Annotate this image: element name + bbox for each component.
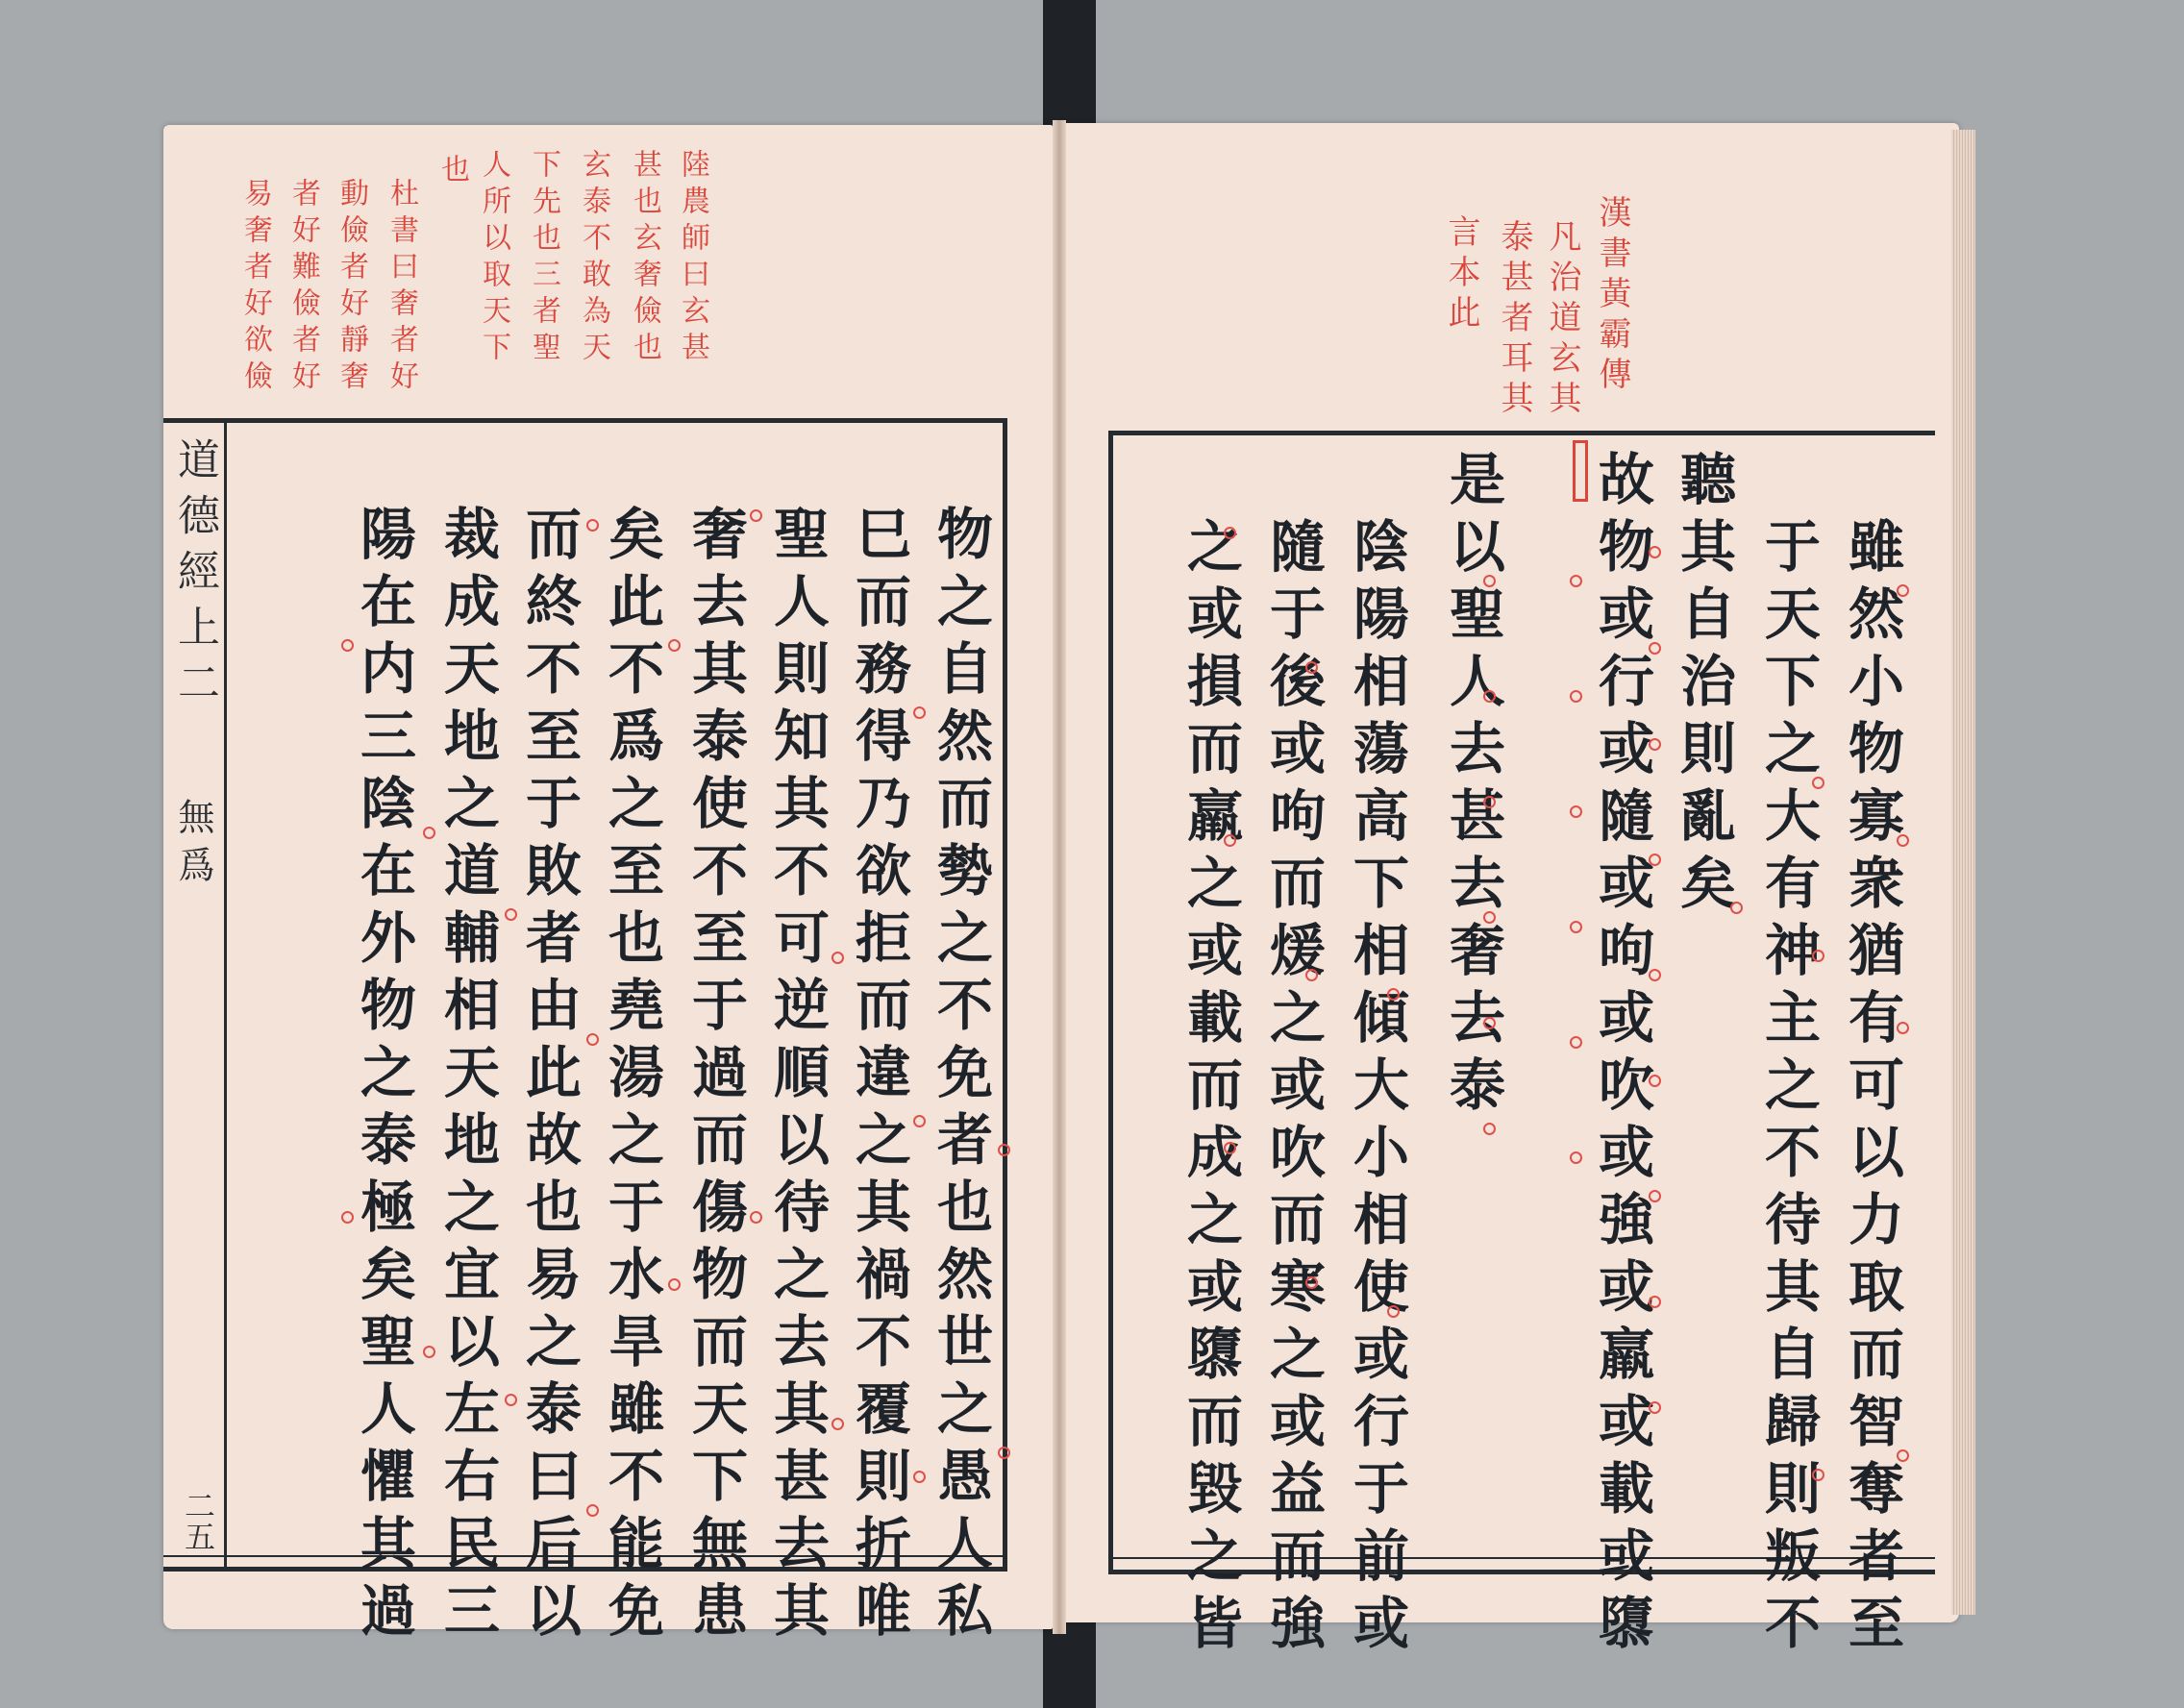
punctuation-mark (1812, 1469, 1824, 1481)
punctuation-mark (505, 908, 517, 921)
punctuation-mark (1387, 1305, 1400, 1318)
red-commentary-line: 泰甚者耳其 (1495, 219, 1533, 421)
punctuation-mark (1570, 1036, 1582, 1049)
punctuation-mark (341, 1211, 354, 1224)
main-text-column: 聽其自治則亂矣 (1671, 450, 1736, 921)
punctuation-mark (1483, 1123, 1496, 1135)
punctuation-mark (1224, 527, 1236, 539)
main-text-column: 故物或行或隨或呴或吹或強或羸或載或隳 (1589, 450, 1654, 1661)
punctuation-mark (1897, 1022, 1909, 1034)
punctuation-mark (1649, 854, 1661, 866)
red-commentary-line: 陸農師曰玄甚 (676, 149, 709, 368)
punctuation-mark (1649, 1190, 1661, 1202)
punctuation-mark (1305, 969, 1318, 981)
punctuation-mark (423, 827, 435, 839)
red-commentary-line: 人所以取天下 (477, 149, 510, 368)
punctuation-mark (998, 1144, 1010, 1156)
red-commentary-line: 下先也三者聖 (527, 149, 560, 368)
punctuation-mark (1649, 546, 1661, 558)
punctuation-mark (1730, 902, 1743, 914)
punctuation-mark (1812, 777, 1824, 789)
red-bracket-mark (1573, 440, 1588, 502)
margin-divider (224, 423, 227, 1567)
main-text-column: 雖然小物寡衆猶有可以力取而智奪者至 (1839, 517, 1904, 1661)
main-text-column: 是以聖人去甚去奢去泰 (1440, 450, 1505, 1123)
red-commentary-line: 動儉者好靜奢 (335, 178, 368, 397)
punctuation-mark (1570, 575, 1582, 587)
punctuation-mark (423, 1346, 435, 1358)
red-commentary-line: 漢書黃霸傳 (1593, 195, 1631, 397)
punctuation-mark (668, 1278, 681, 1291)
red-commentary-line: 也 (435, 154, 469, 190)
punctuation-mark (1483, 911, 1496, 924)
punctuation-mark (1897, 1449, 1909, 1462)
red-commentary-line: 易奢者好欲儉 (238, 178, 272, 397)
page-edges (1951, 130, 1975, 1615)
punctuation-mark (913, 1471, 926, 1483)
punctuation-mark (913, 706, 926, 719)
left-page (163, 125, 1053, 1648)
punctuation-mark (831, 952, 844, 964)
punctuation-mark (1649, 1075, 1661, 1087)
punctuation-mark (1387, 988, 1400, 1001)
main-text-column: 陰陽相蕩高下相傾大小相使或行于前或 (1344, 517, 1409, 1661)
punctuation-mark (750, 1211, 762, 1224)
punctuation-mark (505, 1394, 517, 1406)
main-text-column: 陽在内三陰在外物之泰極矣聖人懼其過 (351, 505, 416, 1648)
punctuation-mark (913, 1115, 926, 1127)
punctuation-mark (1224, 834, 1236, 847)
right-page (1060, 123, 1959, 1661)
punctuation-mark (1483, 575, 1496, 587)
red-commentary-line: 凡治道玄其 (1543, 219, 1581, 421)
margin-title: 道德經上二 (170, 437, 219, 716)
main-text-column: 聖人則知其不可逆順以待之去其甚去其 (764, 505, 830, 1648)
punctuation-mark (586, 519, 599, 532)
margin-chapter: 無爲 (172, 798, 214, 894)
punctuation-mark (1570, 805, 1582, 818)
main-text-column: 巳而務得乃欲拒而違之其禍不覆則折唯 (846, 505, 911, 1648)
folio-number: 二五 (180, 1490, 216, 1551)
red-commentary-line: 甚也玄奢儉也 (628, 149, 661, 368)
punctuation-mark (1897, 834, 1909, 847)
punctuation-mark (586, 1033, 599, 1046)
main-text-column: 矣此不爲之至也堯湯之于水旱雖不能免 (599, 505, 664, 1648)
main-text-column: 物之自然而勢之不免者也然世之愚人私 (928, 505, 993, 1648)
punctuation-mark (1649, 969, 1661, 981)
punctuation-mark (1305, 1276, 1318, 1289)
punctuation-mark (586, 1504, 599, 1517)
punctuation-mark (1570, 921, 1582, 933)
punctuation-mark (1649, 738, 1661, 751)
frame-top-rule (163, 418, 1007, 423)
red-commentary-line: 杜書曰奢者好 (385, 178, 418, 397)
punctuation-mark (1649, 642, 1661, 655)
punctuation-mark (1483, 1017, 1496, 1029)
main-text-column: 于天下之大有神主之不待其自歸則叛不 (1755, 517, 1821, 1661)
main-text-column: 奢去其泰使不至于過而傷物而天下無患 (682, 505, 748, 1648)
red-commentary-line: 者好難儉者好 (286, 178, 320, 397)
main-text-column: 而終不至于敗者由此故也易之泰曰后以 (516, 505, 582, 1648)
punctuation-mark (1649, 1296, 1661, 1308)
punctuation-mark (831, 1418, 844, 1430)
punctuation-mark (668, 639, 681, 652)
red-commentary-line: 言本此 (1442, 214, 1480, 335)
frame-top-rule (1108, 431, 1935, 435)
red-commentary-line: 玄泰不敢為天 (577, 149, 610, 368)
punctuation-mark (1649, 1401, 1661, 1414)
punctuation-mark (1812, 950, 1824, 962)
bleed-through-text (1349, 161, 1415, 225)
punctuation-mark (750, 509, 762, 522)
punctuation-mark (1483, 796, 1496, 808)
main-text-column: 之或損而羸之或載而成之或隳而毀之皆 (1178, 517, 1243, 1661)
punctuation-mark (1224, 1142, 1236, 1154)
punctuation-mark (341, 639, 354, 652)
punctuation-mark (1570, 1151, 1582, 1164)
frame-right-rule (1003, 418, 1007, 1572)
punctuation-mark (1897, 584, 1909, 597)
main-text-column: 隨于後或呴而煖之或吹而寒之或益而強 (1260, 517, 1326, 1661)
punctuation-mark (1305, 661, 1318, 674)
punctuation-mark (1570, 690, 1582, 703)
gutter (1053, 120, 1066, 1634)
punctuation-mark (1483, 690, 1496, 703)
punctuation-mark (998, 1447, 1010, 1459)
frame-left-rule (1108, 431, 1113, 1574)
main-text-column: 裁成天地之道輔相天地之宜以左右民三 (434, 505, 500, 1648)
